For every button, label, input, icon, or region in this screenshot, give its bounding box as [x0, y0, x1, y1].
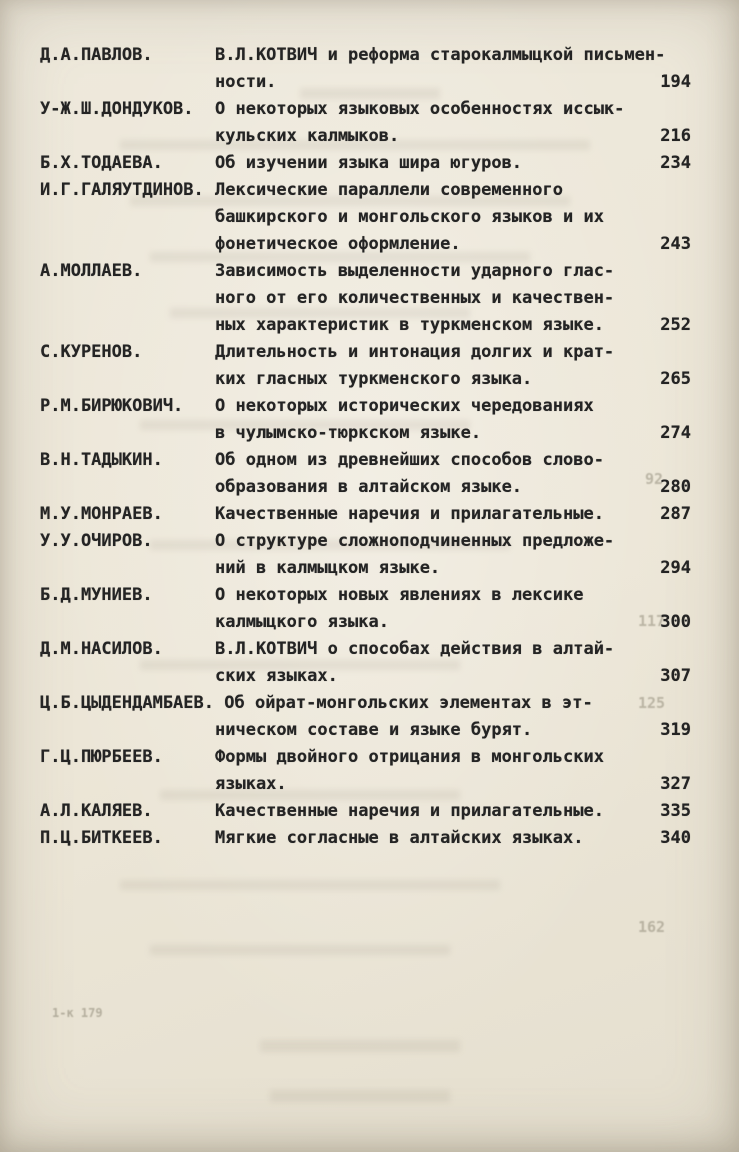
toc-title-line	[40, 744, 691, 771]
toc-title-text: Формы двойного отрицания в монгольских	[215, 747, 604, 767]
toc-title-line	[215, 366, 691, 393]
toc-page-number: 294	[660, 558, 691, 578]
toc-author: Ц.Б.ЦЫДЕНДАМБАЕВ.	[40, 693, 214, 713]
toc-author: В.Н.ТАДЫКИН.	[40, 450, 163, 470]
toc-entry	[40, 42, 691, 96]
toc-title-line	[40, 150, 691, 177]
toc-title-text: ническом составе и языке бурят.	[215, 720, 533, 740]
toc-title-text: Об ойрат-монгольских элементах в эт-	[224, 693, 593, 713]
toc-entry	[40, 636, 691, 690]
toc-title-line	[215, 231, 691, 258]
toc-title-text: фонетическое оформление.	[215, 234, 461, 254]
toc-title-line	[40, 582, 691, 609]
toc-title-line	[40, 825, 691, 852]
toc-title-text: В.Л.КОТВИЧ о способах действия в алтай-	[215, 639, 615, 659]
toc-author: Б.Х.ТОДАЕВА.	[40, 153, 163, 173]
toc-page-number: 300	[660, 612, 691, 632]
bleedthrough-artifact	[120, 880, 500, 890]
toc-title-text: В.Л.КОТВИЧ и реформа старокалмыцкой письмен-	[215, 45, 666, 65]
toc-title-line	[215, 555, 691, 582]
printers-mark: 1-к 179	[52, 1006, 103, 1020]
toc-title-line	[40, 798, 691, 825]
toc-author: Д.М.НАСИЛОВ.	[40, 639, 163, 659]
toc-title-text: кульских калмыков.	[215, 126, 400, 146]
toc-title-line	[40, 501, 691, 528]
toc-entry	[40, 339, 691, 393]
toc-entry	[40, 96, 691, 150]
toc-author: Р.М.БИРЮКОВИЧ.	[40, 396, 184, 416]
toc-title-text: Зависимость выделенности ударного глас-	[215, 261, 615, 281]
toc-title-text: в чулымско-тюркском языке.	[215, 423, 482, 443]
toc-entry	[40, 582, 691, 636]
bleedthrough-artifact	[150, 945, 450, 955]
toc-title-line	[40, 258, 691, 285]
toc-title-line	[215, 123, 691, 150]
toc-page-number: 194	[660, 72, 691, 92]
toc-title-text: ности.	[215, 72, 277, 92]
toc-title-text: ний в калмыцком языке.	[215, 558, 441, 578]
toc-title-line	[40, 177, 691, 204]
toc-title-text: ских языках.	[215, 666, 338, 686]
toc-author: Д.А.ПАВЛОВ.	[40, 45, 153, 65]
toc-title-line	[215, 69, 691, 96]
toc-title-text: Качественные наречия и прилагательные.	[215, 801, 604, 821]
toc-title-line	[215, 609, 691, 636]
toc-title-text: Мягкие согласные в алтайских языках.	[215, 828, 584, 848]
toc-entry	[40, 528, 691, 582]
toc-title-line	[215, 717, 691, 744]
toc-title-text: калмыцкого языка.	[215, 612, 389, 632]
toc-title-text: ных характеристик в туркменском языке.	[215, 315, 604, 335]
toc-title-text: ких гласных туркменского языка.	[215, 369, 533, 389]
toc-title-text: Качественные наречия и прилагательные.	[215, 504, 604, 524]
toc-entry	[40, 501, 691, 528]
toc-title-line	[215, 474, 691, 501]
toc-entry	[40, 177, 691, 258]
toc-author: П.Ц.БИТКЕЕВ.	[40, 828, 163, 848]
toc-page-number: 274	[660, 423, 691, 443]
toc-title-text: О некоторых исторических чередованиях	[215, 396, 594, 416]
toc-page-number: 327	[660, 774, 691, 794]
toc-author: И.Г.ГАЛЯУТДИНОВ.	[40, 180, 204, 200]
toc-title-text: О некоторых языковых особенностях иссык-	[215, 99, 625, 119]
toc-author: Б.Д.МУНИЕВ.	[40, 585, 153, 605]
toc-title-line	[40, 339, 691, 366]
toc-author: А.МОЛЛАЕВ.	[40, 261, 143, 281]
toc-author: А.Л.КАЛЯЕВ.	[40, 801, 153, 821]
toc-title-line	[40, 636, 691, 663]
toc-title-line	[40, 42, 691, 69]
toc-title-line	[215, 420, 691, 447]
toc-title-text: образования в алтайском языке.	[215, 477, 523, 497]
toc-title-line	[215, 312, 691, 339]
toc-title-line	[40, 447, 691, 474]
toc-title-line	[215, 204, 691, 231]
toc-title-text: ного от его количественных и качествен-	[215, 288, 615, 308]
toc-list	[40, 42, 691, 852]
toc-page-number: 287	[660, 504, 691, 524]
toc-title-text: языках.	[215, 774, 287, 794]
toc-page-number: 280	[660, 477, 691, 497]
toc-title-text: Об одном из древнейших способов слово-	[215, 450, 604, 470]
toc-entry	[40, 825, 691, 852]
toc-author: Г.Ц.ПЮРБЕЕВ.	[40, 747, 163, 767]
toc-page-number: 335	[660, 801, 691, 821]
toc-page-number: 340	[660, 828, 691, 848]
toc-entry	[40, 798, 691, 825]
toc-title-line	[215, 771, 691, 798]
toc-page-number: 234	[660, 153, 691, 173]
toc-entry	[40, 690, 691, 744]
toc-page-number: 216	[660, 126, 691, 146]
toc-author: У.У.ОЧИРОВ.	[40, 531, 153, 551]
toc-page-number: 307	[660, 666, 691, 686]
toc-entry	[40, 393, 691, 447]
toc-entry	[40, 447, 691, 501]
toc-entry	[40, 258, 691, 339]
toc-title-text: Лексические параллели современного	[215, 180, 563, 200]
toc-author: У-Ж.Ш.ДОНДУКОВ.	[40, 99, 194, 119]
ghost-number: 125	[638, 694, 666, 712]
toc-author: М.У.МОНРАЕВ.	[40, 504, 163, 524]
toc-page-number: 265	[660, 369, 691, 389]
toc-page-number: 243	[660, 234, 691, 254]
ghost-number: 162	[638, 918, 666, 936]
toc-author: С.КУРЕНОВ.	[40, 342, 143, 362]
toc-title-line	[215, 663, 691, 690]
toc-title-line	[40, 393, 691, 420]
toc-title-text: Об изучении языка шира югуров.	[215, 153, 523, 173]
toc-title-line	[215, 285, 691, 312]
toc-title-text: О некоторых новых явлениях в лексике	[215, 585, 584, 605]
toc-page-number: 252	[660, 315, 691, 335]
toc-page-number: 319	[660, 720, 691, 740]
toc-entry	[40, 744, 691, 798]
toc-title-text: башкирского и монгольского языков и их	[215, 207, 604, 227]
bleedthrough-artifact	[270, 1090, 450, 1102]
toc-title-text: О структуре сложноподчиненных предложе-	[215, 531, 615, 551]
toc-title-text: Длительность и интонация долгих и крат-	[215, 342, 615, 362]
ghost-number: 117	[638, 612, 666, 630]
toc-entry	[40, 150, 691, 177]
toc-title-line	[40, 528, 691, 555]
toc-title-line	[40, 690, 691, 717]
bleedthrough-artifact	[260, 1040, 460, 1052]
toc-title-line	[40, 96, 691, 123]
ghost-number: 92	[645, 470, 664, 488]
